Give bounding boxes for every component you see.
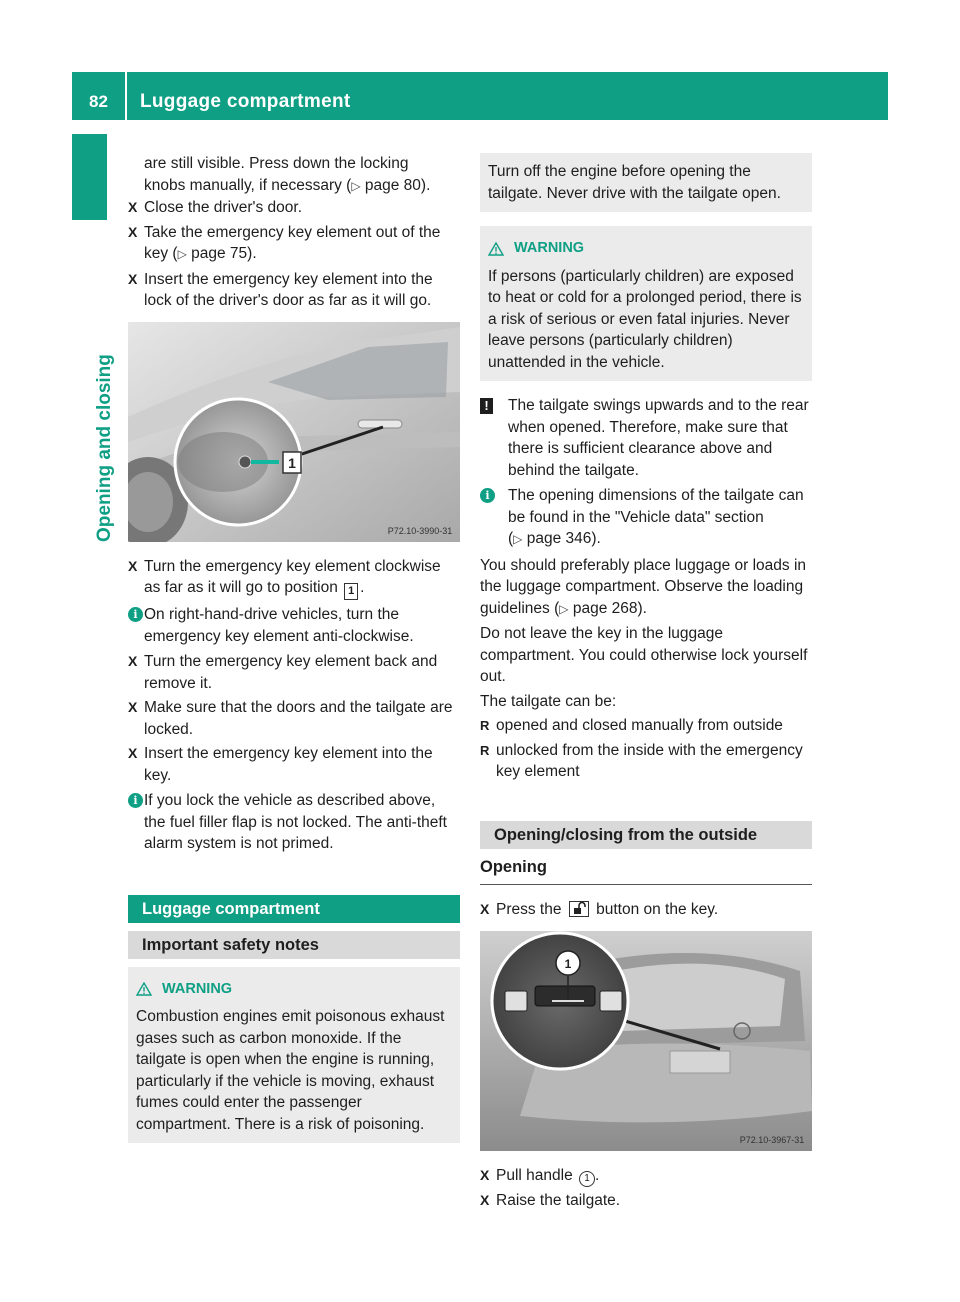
bullet-marker: R xyxy=(480,718,490,733)
section-title-opening-closing: Opening/closing from the outside xyxy=(480,821,812,849)
warning-text: Combustion engines emit poisonous exhaust gases such as carbon monoxide. If the tailgate is open when the engine is running, particularly if the vehicle is moving, exhaust fumes could enter the passenger compartment. There is a risk of poisoning. xyxy=(136,1008,445,1133)
step-press-unlock: X Press the button on the key. xyxy=(480,899,812,921)
step-remove-key: X Turn the emergency key element back and remove it. xyxy=(128,653,438,692)
step-arrow-icon: X xyxy=(480,1166,490,1183)
figure-callout-1: 1 xyxy=(288,454,296,471)
bullet-marker: R xyxy=(480,742,490,758)
step-close-door: X Close the driver's door. xyxy=(128,197,460,219)
step-raise-tailgate: X Raise the tailgate. xyxy=(480,1190,812,1212)
warning-text: If persons (particularly children) are exposed to heat or cold for a prolonged period, there is a risk of serious or even fatal injuries. Never leave persons (particularly children) unattended in the vehicle. xyxy=(488,267,802,371)
side-tab-label: Opening and closing xyxy=(94,354,115,542)
step-arrow-icon: X xyxy=(128,199,138,215)
page-ref-arrow-icon: ▷ xyxy=(559,601,569,616)
section-title-luggage: Luggage compartment xyxy=(128,895,460,923)
position-1-marker: 1 xyxy=(344,583,358,600)
page-ref[interactable]: page 346). xyxy=(526,530,601,547)
warning-heading: WARNING xyxy=(488,238,804,260)
continued-line-2: knobs manually, if necessary ( xyxy=(144,176,352,194)
page-ref[interactable]: page 80). xyxy=(364,176,431,194)
paragraph-luggage-placement: You should preferably place luggage or loads in the luggage compartment. Observe the loading guidelines (▷ page 268). xyxy=(480,556,807,617)
tailgate-illustration xyxy=(480,931,812,1151)
step-arrow-icon: X xyxy=(128,557,138,574)
info-icon: i xyxy=(128,607,143,622)
right-column xyxy=(480,153,812,1214)
step-arrow-icon: X xyxy=(480,901,490,917)
header-divider xyxy=(125,72,127,120)
figure-code: P72.10-3990-31 xyxy=(387,525,453,536)
page-ref-arrow-icon: ▷ xyxy=(351,178,361,193)
figure-callout-1: 1 xyxy=(564,956,572,971)
step-insert-into-key: X Insert the emergency key element into the key. xyxy=(128,745,433,784)
unlock-icon xyxy=(569,901,589,917)
bullet-item: R unlocked from the inside with the emergency key element xyxy=(480,741,803,780)
page-ref[interactable]: page 75). xyxy=(191,245,257,262)
paragraph-key-warning: Do not leave the key in the luggage compartment. You could otherwise lock yourself out. xyxy=(480,625,808,685)
caution-icon: ! xyxy=(480,398,493,414)
subheading-opening: Opening xyxy=(480,857,812,886)
info-dimensions: i The opening dimensions of the tailgate can be found in the "Vehicle data" section (▷ page 346). xyxy=(480,485,812,551)
figure-tailgate xyxy=(480,931,812,1151)
handle-callout-marker: 1 xyxy=(579,1171,595,1187)
step-arrow-icon: X xyxy=(128,270,138,287)
page-ref[interactable]: page 268). xyxy=(572,599,647,617)
step-insert-key-door: X Insert the emergency key element into the lock of the driver's door as far as it will go. xyxy=(128,270,433,309)
warning-triangle-icon xyxy=(136,982,152,996)
bullet-item: R opened and closed manually from outside xyxy=(480,715,812,737)
info-lock: i If you lock the vehicle as described above, the fuel filler flap is not locked. The anti-theft alarm system is not primed. xyxy=(128,790,460,855)
caution-tailgate-swing: ! The tailgate swings upwards and to the rear when opened. Therefore, make sure that there is sufficient clearance above and behind the tailgate. xyxy=(480,395,812,481)
step-arrow-icon: X xyxy=(128,653,138,669)
notice-box-engine: Turn off the engine before opening the tailgate. Never drive with the tailgate open. xyxy=(480,153,812,212)
page-title: Luggage compartment xyxy=(140,91,351,112)
info-icon: i xyxy=(480,488,495,503)
door-lock-illustration xyxy=(128,322,460,542)
step-take-key: X Take the emergency key element out of the key (▷ page 75). xyxy=(128,223,441,262)
step-arrow-icon: X xyxy=(128,223,138,240)
paragraph-tailgate-can-be: The tailgate can be: xyxy=(480,692,617,710)
subsection-title-safety: Important safety notes xyxy=(128,931,460,959)
warning-triangle-icon xyxy=(488,242,504,256)
warning-box-exhaust xyxy=(128,967,460,1144)
warning-box-heat xyxy=(480,226,812,381)
step-arrow-icon: X xyxy=(480,1191,490,1208)
page-ref-arrow-icon: ▷ xyxy=(513,532,523,546)
info-rhd: i On right-hand-drive vehicles, turn the emergency key element anti-clockwise. xyxy=(128,604,460,647)
step-turn-key: X Turn the emergency key element clockwise as far as it will go to position 1 . xyxy=(128,556,460,601)
continued-text xyxy=(128,153,460,197)
page-ref-arrow-icon: ▷ xyxy=(177,247,187,261)
continued-line-1: are still visible. Press down the locking xyxy=(144,155,409,172)
figure-code: P72.10-3967-31 xyxy=(739,1134,805,1145)
side-tab-marker xyxy=(72,134,107,220)
step-arrow-icon: X xyxy=(128,745,138,761)
warning-heading: WARNING xyxy=(136,979,452,1001)
figure-door-lock xyxy=(128,322,460,542)
step-pull-handle: X Pull handle 1 . xyxy=(480,1165,812,1187)
step-check-locked: X Make sure that the doors and the tailgate are locked. xyxy=(128,699,453,738)
page-number: 82 xyxy=(89,92,108,111)
info-icon: i xyxy=(128,793,143,808)
left-column xyxy=(128,153,460,1143)
step-arrow-icon: X xyxy=(128,699,138,715)
